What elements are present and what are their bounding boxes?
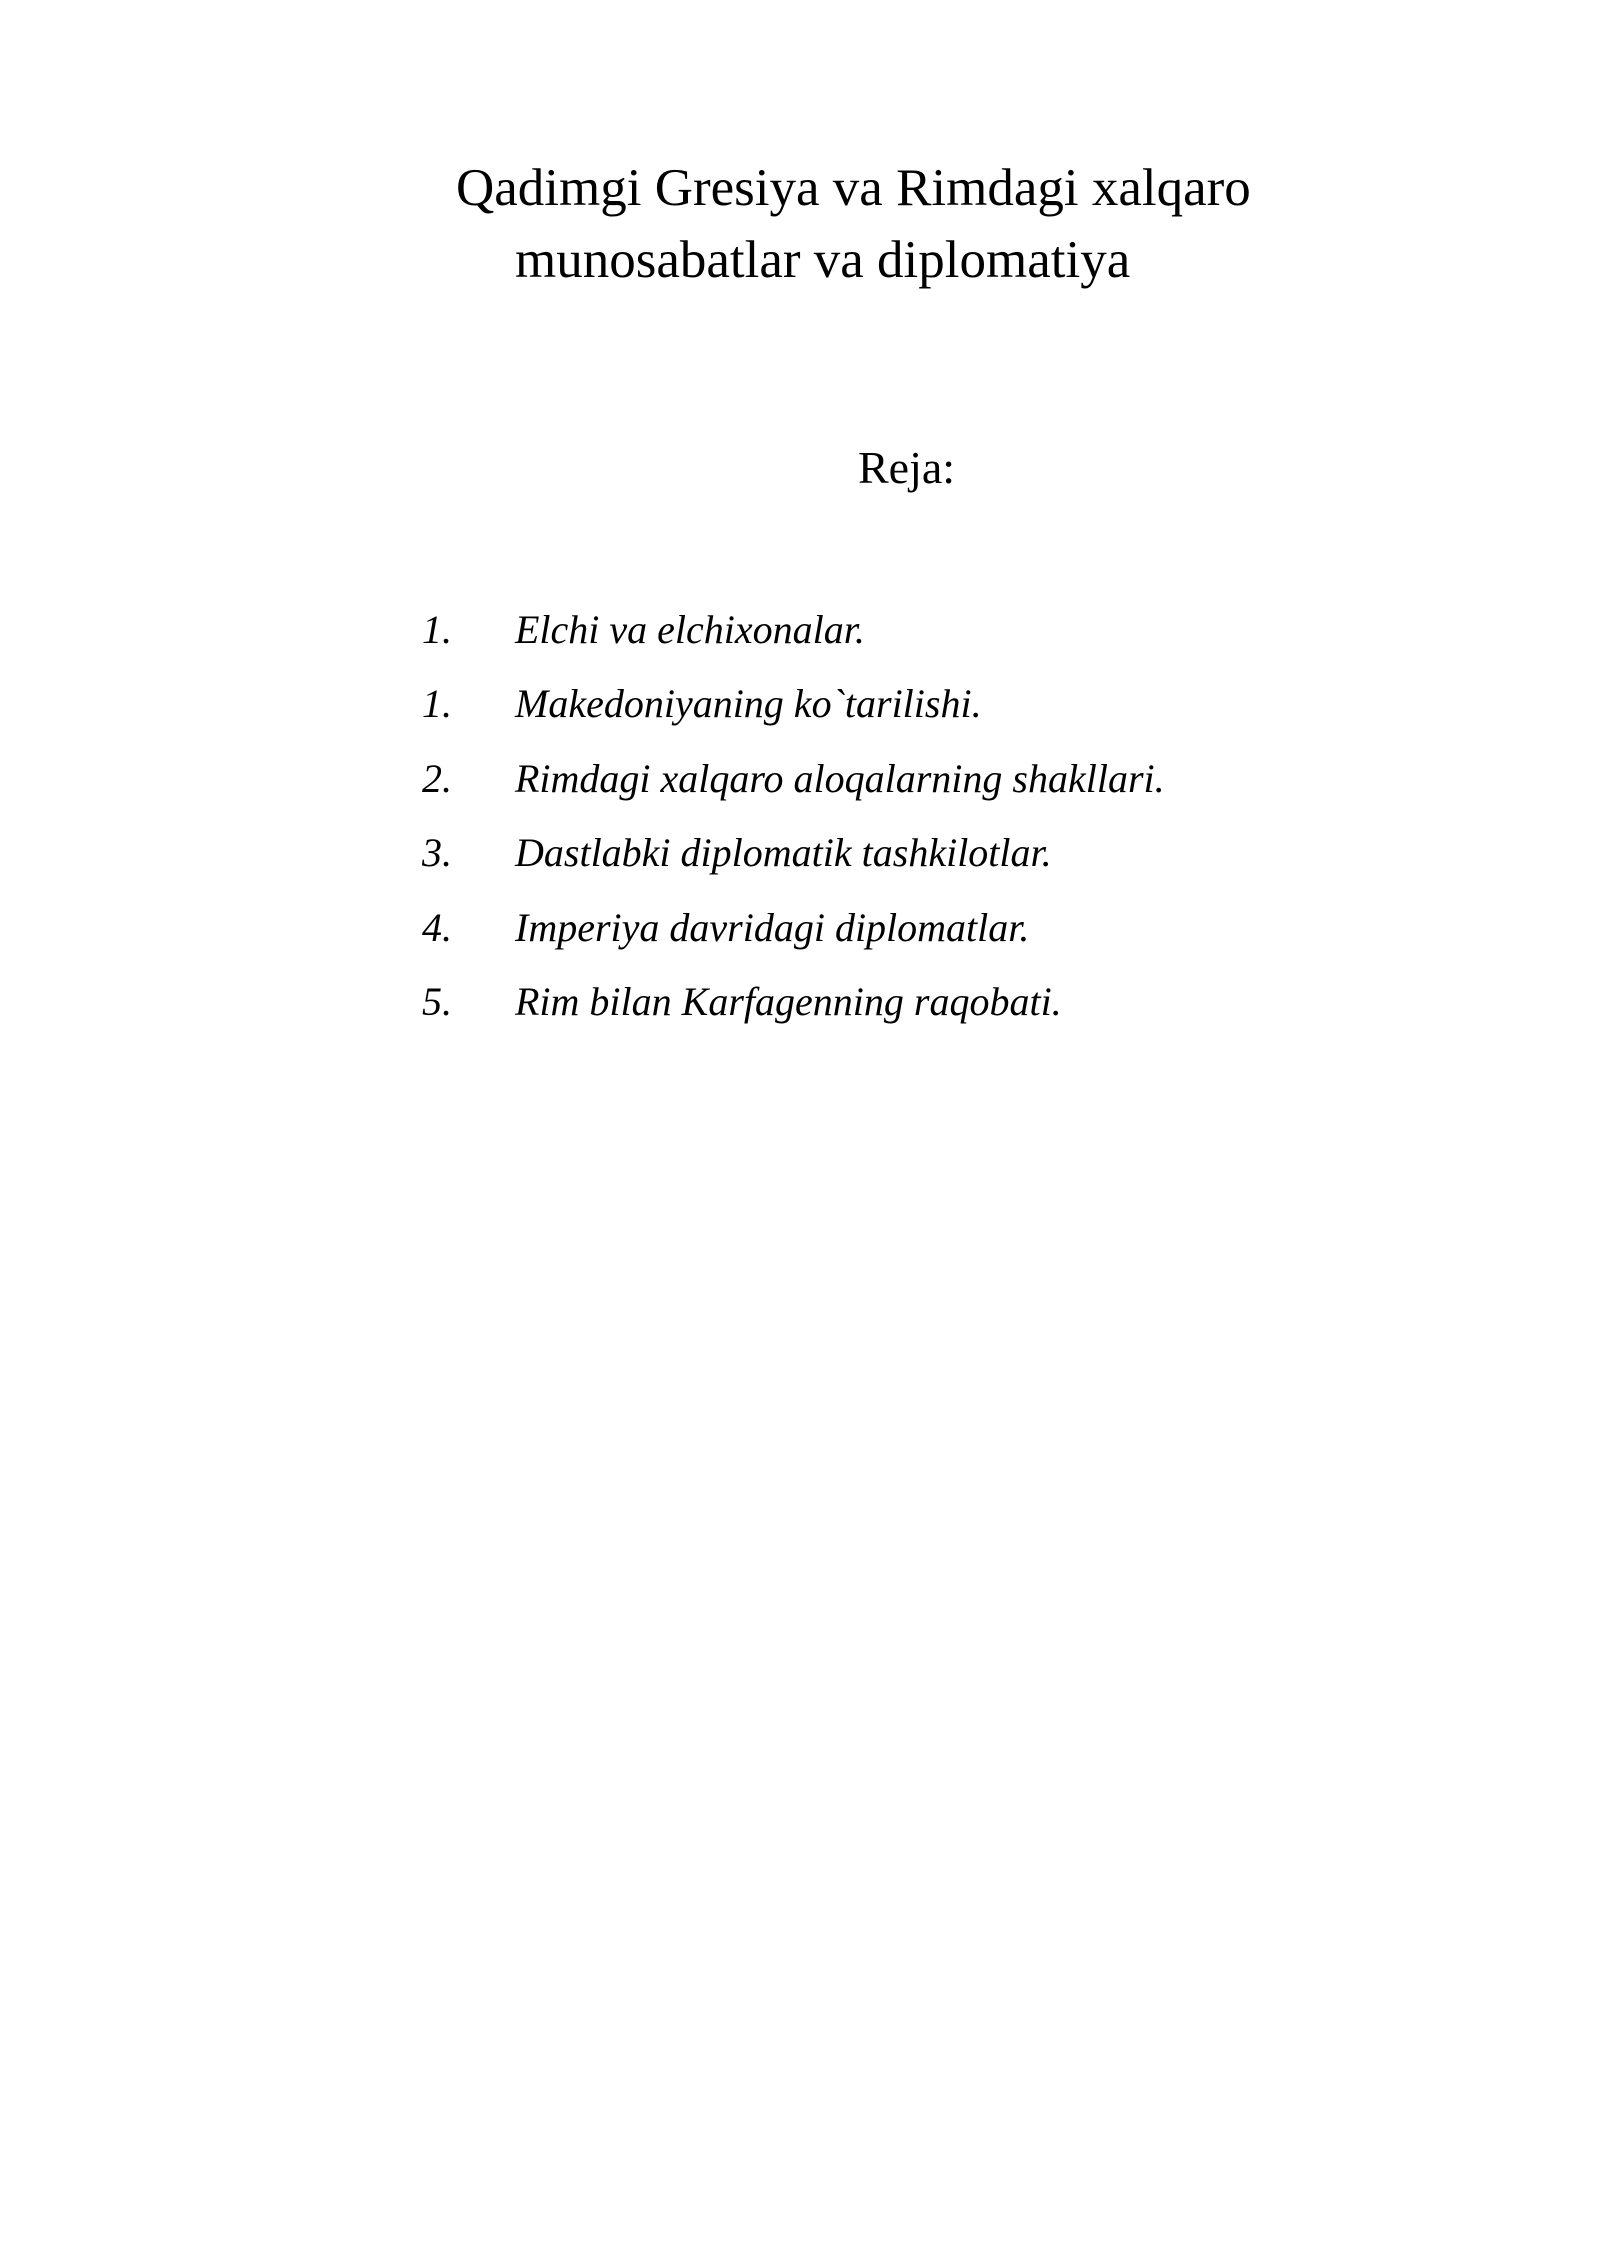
plan-item-text: Elchi va elchixonalar. bbox=[515, 607, 865, 652]
plan-item bbox=[0, 823, 1600, 897]
plan-item-text: Rim bilan Karfagenning raqobati. bbox=[515, 978, 1062, 1024]
plan-item-text: Dastlabki diplomatik tashkilotlar. bbox=[515, 830, 1052, 876]
plan-item-text: Imperiya davridagi diplomatlar. bbox=[515, 904, 1030, 950]
title-line-1: Qadimgi Gresiya va Rimdagi xalqaro bbox=[456, 159, 1251, 217]
plan-item-number: 5. bbox=[422, 978, 452, 1024]
title-line-2: munosabatlar va diplomatiya bbox=[515, 231, 1131, 289]
plan-item bbox=[0, 749, 1600, 823]
plan-item-number: 1. bbox=[422, 607, 452, 652]
plan-item bbox=[0, 898, 1600, 972]
plan-item-number: 4. bbox=[422, 904, 452, 950]
plan-item-text: Rimdagi xalqaro aloqalarning shakllari. bbox=[515, 755, 1165, 801]
plan-item-text: Makedoniyaning ko`tarilishi. bbox=[515, 681, 982, 727]
document-title bbox=[0, 152, 1600, 296]
plan-item bbox=[0, 600, 1600, 674]
plan-item bbox=[0, 972, 1600, 1046]
plan-list bbox=[0, 600, 1600, 1046]
plan-heading: Reja: bbox=[858, 442, 956, 493]
plan-item-number: 1. bbox=[422, 681, 452, 727]
plan-item bbox=[0, 674, 1600, 748]
plan-item-number: 3. bbox=[422, 830, 452, 876]
plan-item-number: 2. bbox=[422, 755, 452, 801]
